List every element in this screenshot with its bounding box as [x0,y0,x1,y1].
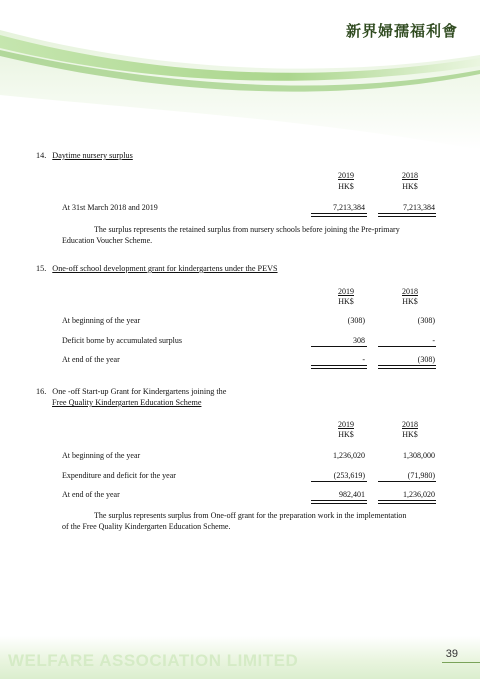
s15-row-1-current: (308) [347,316,365,325]
s16-note: The surplus represents surplus from One-off grant for the preparation work in the implementation of the Free Quality Kindergarten Education Scheme. [62,511,407,531]
s16-row-2-prior: (71,980) [407,471,435,480]
s15-subtotal-rule-prior [378,346,436,347]
s15-row-1-prior: (308) [417,316,435,325]
s14-row-label: At 31st March 2018 and 2019 [62,203,158,212]
s14-col-year-current: 2019 [338,171,354,180]
s14-row-prior: 7,213,384 [403,203,435,212]
section-16-number: 16. [36,387,47,396]
org-name-chinese: 新界婦孺福利會 [345,22,458,40]
section-15-heading [36,264,278,273]
s15-row-3-label: At end of the year [62,355,120,364]
s15-row-3-prior: (308) [417,355,435,364]
section-15-number: 15. [36,264,47,273]
s14-col-currency-prior: HK$ [402,182,418,191]
section-14-heading [36,151,133,160]
s15-col-year-prior: 2018 [402,287,418,296]
s15-row-2-current: 308 [353,336,365,345]
s16-row-1-prior: 1,308,000 [403,451,435,460]
s16-total-double-rule-current [311,500,367,504]
section-14-number: 14. [36,151,47,160]
s16-row-2-current: (253,619) [333,471,365,480]
s14-row-current: 7,213,384 [333,203,365,212]
s15-row-2-label: Deficit borne by accumulated surplus [62,336,182,345]
s14-col-year-prior: 2018 [402,171,418,180]
s16-total-double-rule-prior [378,500,436,504]
s15-col-year-current: 2019 [338,287,354,296]
s15-total-double-rule-prior [378,365,436,369]
s14-note: The surplus represents the retained surplus from nursery schools before joining the Pre-primary Education Voucher Scheme. [62,225,400,245]
section-16-heading [36,387,226,396]
s14-col-currency-current: HK$ [338,182,354,191]
footer-rule [442,662,480,663]
section-16-title-line-2: Free Quality Kindergarten Education Scheme [52,398,202,407]
s15-row-1-label: At beginning of the year [62,316,141,325]
s16-col-year-prior: 2018 [402,420,418,429]
page-number: 39 [445,648,458,660]
s14-total-double-rule-prior [378,213,436,217]
s16-row-2-label: Expenditure and deficit for the year [62,471,176,480]
s15-subtotal-rule-current [311,346,367,347]
s15-total-double-rule-current [311,365,367,369]
s16-col-currency-prior: HK$ [402,430,418,439]
s15-col-currency-prior: HK$ [402,297,418,306]
s16-row-3-label: At end of the year [62,490,120,499]
section-16-title-line-1: One -off Start-up Grant for Kindergartens joining the [52,387,227,396]
s16-row-3-current: 982,401 [339,490,365,499]
s16-subtotal-rule-prior [378,481,436,482]
section-14-title: Daytime nursery surplus [52,151,133,160]
s16-row-1-label: At beginning of the year [62,451,141,460]
s15-col-currency-current: HK$ [338,297,354,306]
s14-total-double-rule-current [311,213,367,217]
footer-org-name-english: WELFARE ASSOCIATION LIMITED [8,651,299,670]
s16-subtotal-rule-current [311,481,367,482]
s16-col-currency-current: HK$ [338,430,354,439]
s16-col-year-current: 2019 [338,420,354,429]
s16-row-3-prior: 1,236,020 [403,490,435,499]
s16-row-1-current: 1,236,020 [333,451,365,460]
section-15-title: One-off school development grant for kindergartens under the PEVS [52,264,278,273]
s15-row-3-current: - [362,355,365,364]
s15-row-2-prior: - [432,336,435,345]
